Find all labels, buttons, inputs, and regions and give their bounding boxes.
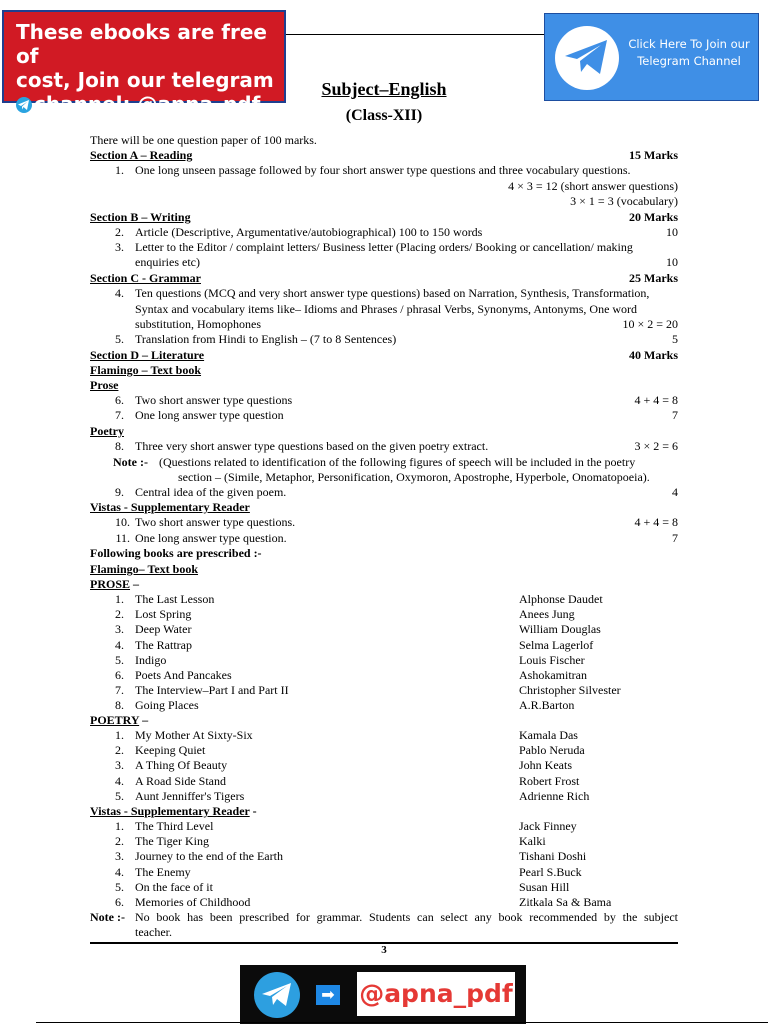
section-b-marks: 20 Marks — [629, 210, 678, 224]
book-author: Jack Finney — [519, 819, 577, 833]
prose-list-heading: PROSE – — [90, 577, 140, 591]
book-author: John Keats — [519, 758, 572, 773]
book-title: The Interview–Part I and Part II — [135, 683, 289, 698]
book-title: The Last Lesson — [135, 592, 215, 606]
item-number: 7. — [115, 408, 124, 422]
book-author: Pearl S.Buck — [519, 864, 582, 879]
telegram-plane-icon — [565, 40, 609, 76]
section-b-heading: Section B – Writing — [90, 210, 191, 224]
book-author: Ashokamitran — [519, 668, 587, 682]
calc-short-answer: 4 × 3 = 12 (short answer questions) — [508, 179, 678, 193]
item-text: Letter to the Editor / complaint letters/ Business letter (Placing orders/ Booking or cancellation/ making — [135, 240, 633, 254]
page-subtitle: (Class-XII) — [345, 107, 423, 124]
book-number: 5. — [115, 788, 124, 803]
book-number: 3. — [115, 758, 124, 773]
item-text-cont: enquiries etc) — [135, 255, 200, 269]
book-number: 4. — [115, 773, 124, 788]
book-number: 2. — [115, 743, 124, 758]
item-mark: 4 + 4 = 8 — [634, 393, 678, 407]
book-author: Alphonse Daudet — [519, 592, 603, 606]
book-number: 1. — [115, 728, 124, 742]
item-number: 6. — [115, 393, 124, 407]
book-number: 8. — [115, 698, 124, 713]
book-author: Robert Frost — [519, 773, 580, 788]
book-number: 2. — [115, 607, 124, 622]
join-line-2: Telegram Channel — [637, 54, 741, 68]
book-title: Journey to the end of the Earth — [135, 849, 283, 864]
book-number: 1. — [115, 819, 124, 833]
join-line-1: Click Here To Join our — [628, 37, 750, 51]
item-text: Three very short answer type questions based on the given poetry extract. — [135, 439, 489, 453]
vistas-heading: Vistas - Supplementary Reader — [90, 500, 250, 514]
item-mark: 3 × 2 = 6 — [634, 439, 678, 453]
item-number: 3. — [115, 240, 124, 254]
book-author: Susan Hill — [519, 879, 570, 894]
book-author: Christopher Silvester — [519, 683, 621, 698]
book-author: Louis Fischer — [519, 652, 585, 667]
book-author: Zitkala Sa & Bama — [519, 895, 612, 909]
book-number: 6. — [115, 895, 124, 909]
item-text: Two short answer type questions — [135, 393, 293, 407]
book-title: Lost Spring — [135, 607, 192, 622]
item-text: Article (Descriptive, Argumentative/autobiographical) 100 to 150 words — [135, 225, 483, 239]
section-d-heading: Section D – Literature — [90, 348, 205, 362]
book-title: The Enemy — [135, 864, 191, 879]
final-note-text-cont: teacher. — [135, 925, 172, 939]
section-c-marks: 25 Marks — [629, 271, 678, 285]
item-number: 4. — [115, 286, 124, 300]
book-title: Deep Water — [135, 622, 192, 637]
item-text: Translation from Hindi to English – (7 to 8 Sentences) — [135, 332, 397, 346]
book-author: Pablo Neruda — [519, 743, 585, 758]
item-text: One long answer type question. — [135, 531, 287, 545]
book-author: Anees Jung — [519, 607, 575, 622]
item-number: 8. — [115, 439, 124, 453]
book-title: Memories of Childhood — [135, 895, 251, 909]
book-number: 1. — [115, 592, 124, 606]
book-number: 3. — [115, 622, 124, 637]
item-number: 5. — [115, 332, 124, 346]
section-a-marks: 15 Marks — [629, 148, 678, 162]
item-number: 11. — [115, 531, 130, 545]
item-number: 10. — [115, 515, 130, 529]
note-text-cont: section – (Simile, Metaphor, Personification, Oxymoron, Apostrophe, Hyperbole, Onomatopoeia). — [178, 470, 650, 484]
item-number: 9. — [115, 485, 124, 499]
book-title: Keeping Quiet — [135, 743, 206, 758]
book-title: On the face of it — [135, 879, 213, 894]
book-title: Going Places — [135, 698, 199, 713]
page-title: Subject–English — [321, 79, 447, 99]
poetry-heading: Poetry — [90, 424, 124, 438]
book-number: 5. — [115, 652, 124, 667]
intro-text: There will be one question paper of 100 marks. — [90, 133, 317, 147]
item-mark: 10 × 2 = 20 — [622, 317, 678, 331]
item-text: Ten questions (MCQ and very short answer type questions) based on Narration, Synthesis, Transformation, — [135, 286, 650, 300]
item-text: Two short answer type questions. — [135, 515, 296, 529]
item-mark: 4 + 4 = 8 — [634, 515, 678, 529]
book-title: My Mother At Sixty-Six — [135, 728, 253, 742]
item-mark: 7 — [672, 408, 678, 422]
book-number: 4. — [115, 637, 124, 652]
book-author: Tishani Doshi — [519, 849, 587, 864]
vistas-list-heading: Vistas - Supplementary Reader - — [90, 804, 257, 818]
banner-line-3: channel: @apna_pdf — [34, 92, 261, 116]
book-number: 6. — [115, 668, 124, 682]
note-label: Note :- — [113, 455, 148, 469]
book-title: Aunt Jenniffer's Tigers — [135, 788, 245, 803]
item-text: One long answer type question — [135, 408, 284, 422]
calc-vocabulary: 3 × 1 = 3 (vocabulary) — [570, 194, 678, 208]
book-number: 7. — [115, 683, 124, 698]
book-author: Selma Lagerlof — [519, 637, 594, 652]
final-note-text: No book has been prescribed for grammar. Students can select any book recommended by the subject — [135, 910, 678, 924]
telegram-icon — [254, 972, 300, 1018]
book-author: A.R.Barton — [519, 698, 575, 713]
section-c-heading: Section C - Grammar — [90, 271, 201, 285]
book-number: 5. — [115, 879, 124, 894]
item-mark: 10 — [666, 225, 678, 239]
flamingo-book-heading: Flamingo– Text book — [90, 562, 199, 576]
book-title: Poets And Pancakes — [135, 668, 232, 682]
book-title: The Third Level — [135, 819, 214, 833]
section-d-marks: 40 Marks — [629, 348, 678, 362]
header-rule — [286, 34, 544, 35]
page-number: 3 — [381, 944, 387, 956]
note-text: (Questions related to identification of the following figures of speech will be included in the poetry — [159, 455, 636, 469]
item-mark: 5 — [672, 332, 678, 346]
book-author: Kamala Das — [519, 728, 578, 742]
section-a-heading: Section A – Reading — [90, 148, 193, 162]
book-number: 2. — [115, 834, 124, 849]
book-author: Adrienne Rich — [519, 788, 590, 803]
item-number: 1. — [115, 163, 124, 177]
book-number: 3. — [115, 849, 124, 864]
arrow-right-icon: ➡ — [316, 985, 340, 1005]
final-note-label: Note :- — [90, 910, 125, 924]
book-title: The Rattrap — [135, 637, 192, 652]
item-text-cont: substitution, Homophones — [135, 317, 262, 331]
prose-heading: Prose — [90, 378, 119, 392]
item-number: 2. — [115, 225, 124, 239]
book-title: Indigo — [135, 652, 167, 667]
telegram-handle: @apna_pdf — [357, 972, 515, 1016]
bottom-rule — [36, 1022, 768, 1023]
item-mark: 10 — [666, 255, 678, 269]
banner-line-1: These ebooks are free of — [16, 20, 267, 68]
prescribed-heading: Following books are prescribed :- — [90, 546, 262, 560]
book-title: A Thing Of Beauty — [135, 758, 228, 773]
book-title: A Road Side Stand — [135, 773, 227, 788]
item-mark: 4 — [672, 485, 678, 499]
item-mark: 7 — [672, 531, 678, 545]
book-title: The Tiger King — [135, 834, 210, 849]
poetry-list-heading: POETRY – — [90, 713, 149, 727]
item-text-cont: Syntax and vocabulary items like– Idioms and Phrases / phrasal Verbs, Synonyms, Antonyms, One word — [135, 302, 638, 316]
item-text: One long unseen passage followed by four short answer type questions and three vocabulary questions. — [135, 163, 631, 177]
book-author: William Douglas — [519, 622, 601, 637]
flamingo-heading: Flamingo – Text book — [90, 363, 202, 377]
item-text: Central idea of the given poem. — [135, 485, 287, 499]
book-number: 4. — [115, 864, 124, 879]
telegram-handle-banner[interactable] — [240, 965, 526, 1024]
book-author: Kalki — [519, 834, 546, 849]
banner-line-2: cost, Join our telegram — [16, 68, 274, 92]
